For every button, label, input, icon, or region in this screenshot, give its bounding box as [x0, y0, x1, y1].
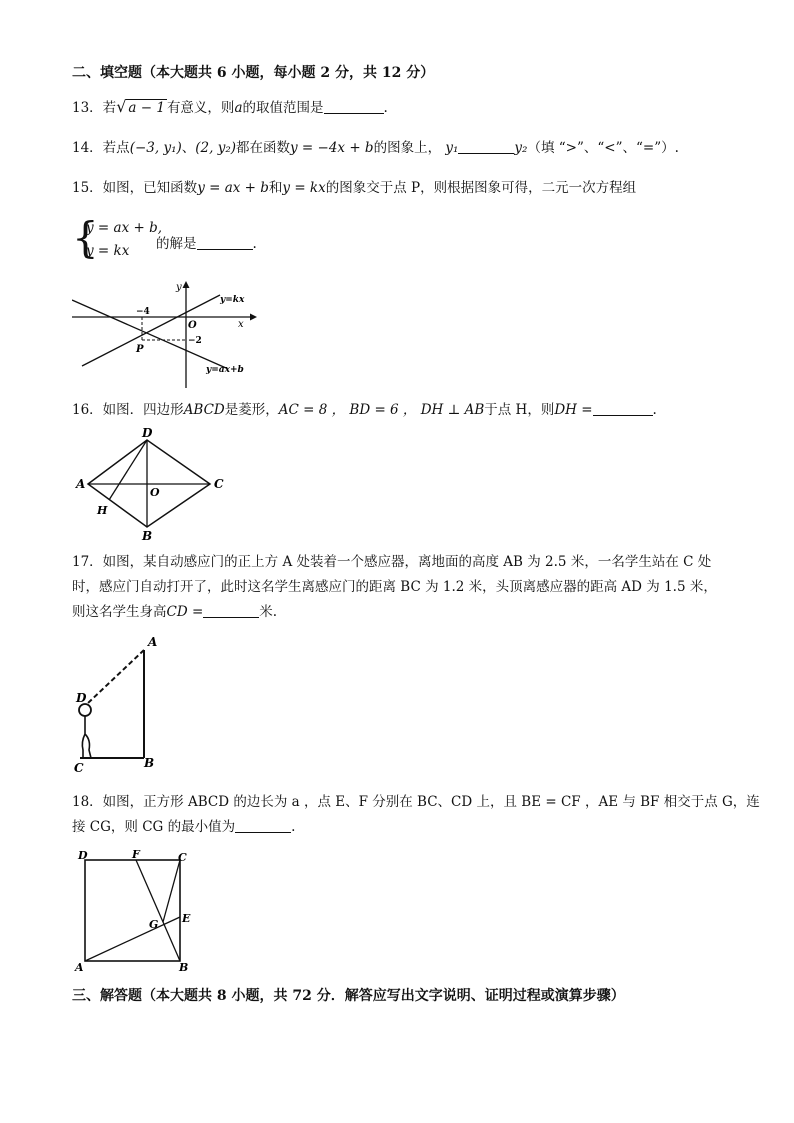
student-head: [79, 704, 91, 716]
q15-prefix: 15．如图，已知函数: [72, 180, 198, 196]
q18-square-figure: [72, 850, 202, 972]
question-16: [72, 401, 657, 419]
label-a: A: [76, 477, 86, 491]
question-14: [72, 139, 679, 157]
q16-middle: 是菱形，: [224, 402, 279, 418]
q14-answer-blank[interactable]: [458, 139, 514, 154]
label-c: C: [214, 477, 224, 491]
label-d-18: D: [78, 850, 88, 862]
q14-y2: y₂: [514, 140, 528, 156]
graph-tick-x: −4: [136, 307, 150, 317]
q16-prefix: 16．如图．四边形: [72, 402, 184, 418]
q14-point1: (−3, y₁): [129, 140, 182, 156]
q14-hint: （填 “>”、“<”、“=”）.: [527, 140, 679, 156]
q13-radicand: a − 1: [128, 100, 165, 116]
q18-line2-prefix: 接 CG，则 CG 的最小值为: [72, 819, 236, 835]
graph-tick-y: −2: [188, 336, 202, 346]
q15-and: 和: [268, 180, 283, 196]
q14-middle: 都在函数: [236, 140, 290, 156]
segment-ae: [85, 917, 180, 961]
label-c-18: C: [178, 851, 187, 864]
student-body: [82, 716, 91, 758]
section-3-heading: 三、解答题（本大题共 8 小题，共 72 分．解答应写出文字说明、证明过程或演算步骤）: [72, 988, 625, 1004]
graph-origin-label: O: [188, 320, 197, 331]
q14-after-func: 的图象上，: [373, 140, 442, 156]
q13-suffix: 的取值范围是: [242, 100, 324, 116]
q15-answer-blank[interactable]: [197, 235, 253, 250]
q14-prefix: 14．若点: [72, 140, 130, 156]
line-y-kx: [82, 295, 220, 366]
question-15: [72, 179, 636, 197]
q14-sep: 、: [181, 140, 196, 156]
q16-rhombus-figure: [72, 422, 242, 544]
q15-eq2: y = kx: [86, 243, 130, 259]
label-d-17: D: [76, 691, 87, 705]
q17-answer-blank[interactable]: [203, 603, 259, 618]
label-b: B: [142, 529, 153, 543]
label-a-17: A: [148, 635, 158, 649]
segment-cg: [163, 860, 180, 922]
label-b-17: B: [144, 756, 155, 770]
q15-equation-system: [72, 213, 272, 266]
label-g-18: G: [149, 918, 159, 931]
graph-line1-label: y=kx: [220, 295, 245, 305]
q15-eq1: y = ax + b,: [86, 220, 163, 236]
label-d: D: [142, 426, 153, 440]
question-18-line-2: [72, 818, 295, 836]
q15-func2: y = kx: [282, 180, 326, 196]
x-axis-arrow-icon: [250, 314, 257, 321]
label-h: H: [97, 504, 108, 517]
question-13: [72, 98, 388, 117]
label-o: O: [150, 486, 160, 499]
q14-y1: y₁: [445, 140, 459, 156]
label-f-18: F: [132, 850, 140, 861]
q16-answer-blank[interactable]: [593, 401, 653, 416]
segment-bf: [136, 860, 180, 961]
q15-solution-text: 的解是: [156, 236, 197, 252]
q16-ask: DH =: [554, 402, 593, 418]
segment-dh: [109, 440, 147, 500]
section-2-heading: 二、填空题（本大题共 6 小题，每小题 2 分，共 12 分）: [72, 65, 435, 81]
q15-func1: y = ax + b: [197, 180, 269, 196]
q17-unit: 米.: [259, 604, 278, 620]
label-a-18: A: [75, 961, 84, 972]
y-axis-arrow-icon: [183, 281, 190, 288]
q17-ask: CD =: [166, 604, 204, 620]
question-17-line-2: 时，感应门自动打开了，此时这名学生离感应门的距离 BC 为 1.2 米，头顶离感应器的距高 AD 为 1.5 米，: [72, 579, 717, 595]
question-17-line-3: [72, 603, 277, 621]
left-brace-icon: {: [72, 213, 99, 262]
question-17-line-1: 17．如图，某自动感应门的正上方 A 处装着一个感应器，离地面的高度 AB 为 2.5 米，一名学生站在 C 处: [72, 554, 712, 570]
q16-end: .: [652, 402, 657, 418]
question-18-line-1: 18．如图，正方形 ABCD 的边长为 a ，点 E、F 分别在 BC、CD 上，且 BE = CF ，AE 与 BF 相交于点 G，连: [72, 794, 760, 810]
q16-after: 于点 H，则: [484, 402, 555, 418]
q17-door-figure: [72, 630, 172, 776]
q13-end: .: [383, 100, 388, 116]
q18-answer-blank[interactable]: [235, 818, 291, 833]
dashed-ad: [87, 650, 144, 704]
q16-shape: ABCD: [183, 402, 225, 418]
q13-middle: 有意义，则: [166, 100, 235, 116]
sqrt-sign-icon: √: [116, 97, 127, 116]
label-e-18: E: [182, 912, 191, 925]
q18-end: .: [291, 819, 296, 835]
q15-end: .: [252, 236, 257, 252]
label-b-18: B: [179, 961, 189, 972]
graph-y-label: y: [176, 282, 182, 293]
label-c-17: C: [74, 761, 84, 775]
q14-func: y = −4x + b: [290, 140, 374, 156]
graph-x-label: x: [238, 319, 244, 330]
q13-var: a: [234, 100, 243, 116]
q14-point2: (2, y₂): [195, 140, 236, 156]
q15-suffix: 的图象交于点 P，则根据图象可得，二元一次方程组: [325, 180, 637, 196]
q17-line3-prefix: 则这名学生身高: [72, 604, 167, 620]
graph-line2-label: y=ax+b: [206, 365, 244, 375]
q16-given: AC = 8 ， BD = 6 ， DH ⊥ AB: [278, 402, 485, 418]
q13-answer-blank[interactable]: [324, 99, 384, 114]
q15-solution: [156, 232, 257, 252]
q13-prefix: 13．若: [72, 100, 117, 116]
q15-graph: [72, 280, 262, 390]
graph-point-p: P: [136, 344, 144, 355]
